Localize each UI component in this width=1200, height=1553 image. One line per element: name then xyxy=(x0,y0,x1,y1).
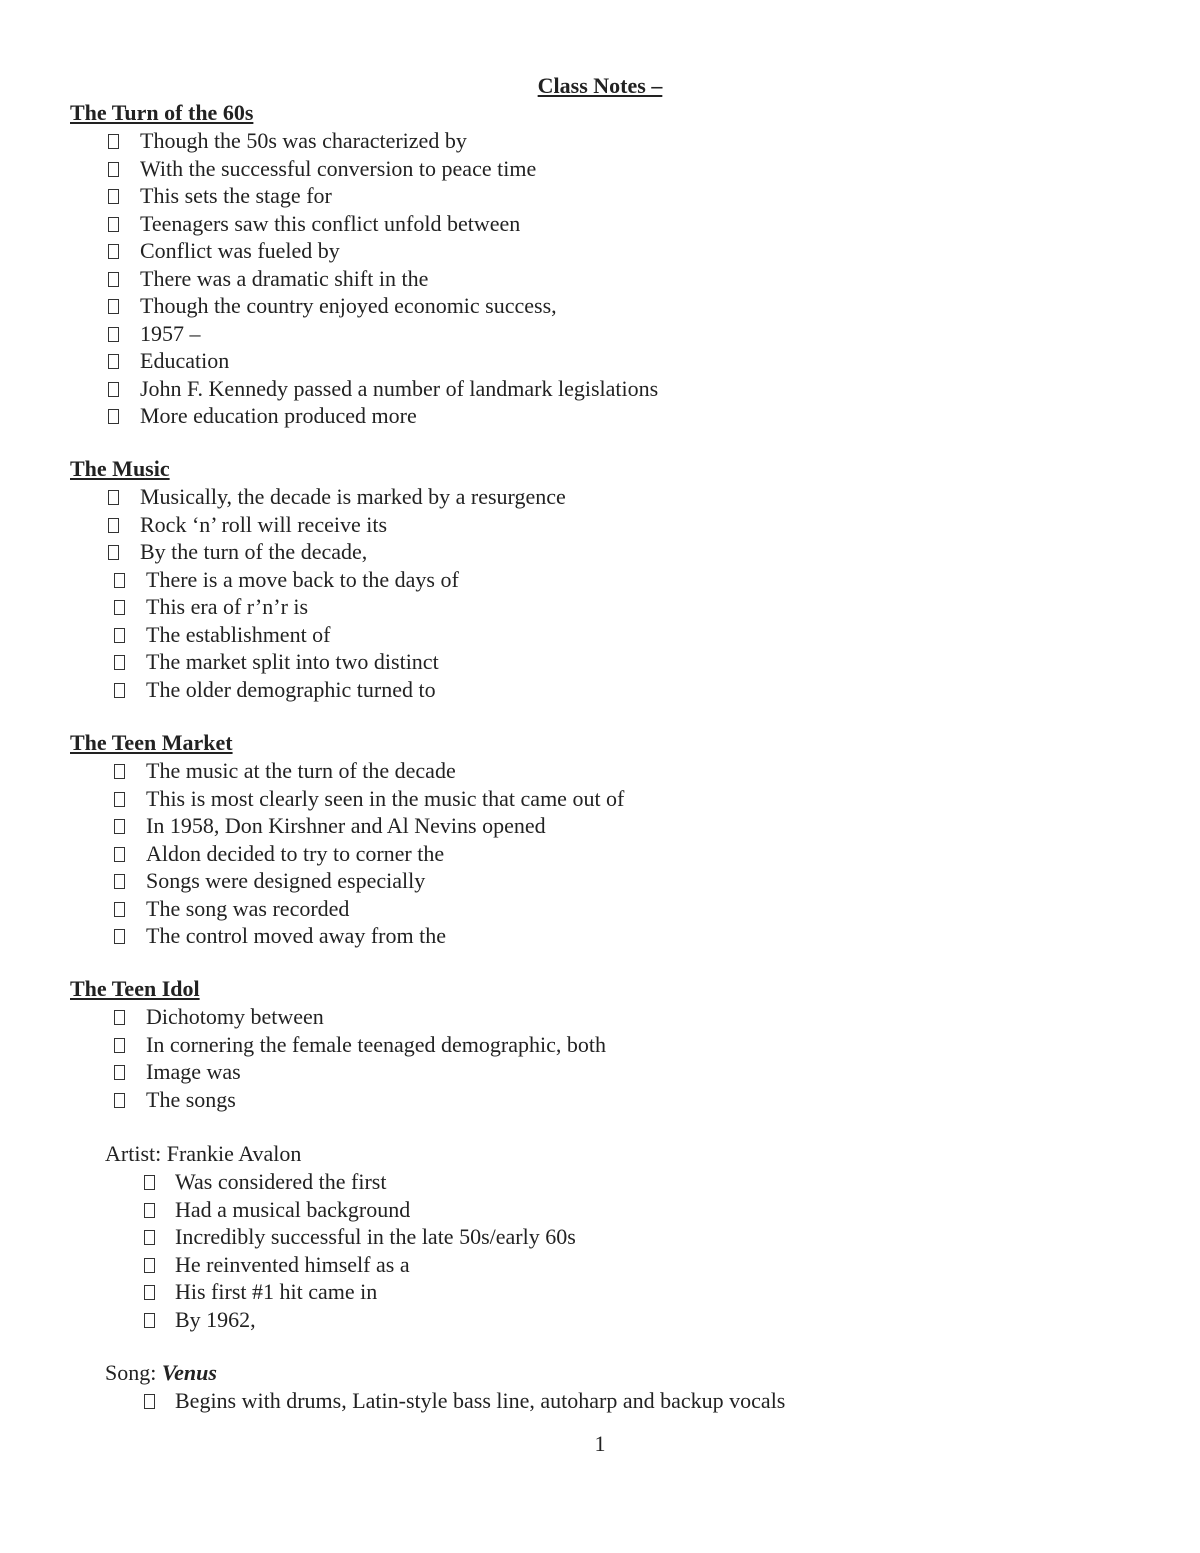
list-item: Dichotomy between xyxy=(70,1003,1130,1031)
list-item: Image was xyxy=(70,1058,1130,1086)
checkbox-bullet-icon xyxy=(144,1313,155,1328)
checkbox-bullet-icon xyxy=(108,382,119,397)
section-heading: The Teen Market xyxy=(70,730,233,755)
bullet-list xyxy=(70,566,1130,704)
checkbox-bullet-icon xyxy=(114,683,125,698)
list-item: The older demographic turned to xyxy=(70,676,1130,704)
checkbox-bullet-icon xyxy=(114,573,125,588)
song-title: Venus xyxy=(161,1360,217,1385)
list-item: His first #1 hit came in xyxy=(70,1278,1130,1306)
song-label: Song: Venus xyxy=(105,1360,217,1385)
checkbox-bullet-icon xyxy=(114,764,125,779)
list-item: Though the 50s was characterized by xyxy=(70,127,1130,155)
checkbox-bullet-icon xyxy=(108,134,119,149)
checkbox-bullet-icon xyxy=(114,902,125,917)
list-item: Teenagers saw this conflict unfold between xyxy=(70,210,1130,238)
list-item: Education xyxy=(70,347,1130,375)
list-item: This era of r’n’r is xyxy=(70,593,1130,621)
artist-label: Artist: Frankie Avalon xyxy=(105,1141,302,1166)
list-item: There was a dramatic shift in the xyxy=(70,265,1130,293)
list-item: Songs were designed especially xyxy=(70,867,1130,895)
bullet-list xyxy=(70,1168,1130,1333)
list-item: 1957 – xyxy=(70,320,1130,348)
page-number: 1 xyxy=(594,1431,606,1456)
list-item: This sets the stage for xyxy=(70,182,1130,210)
section-teen-market xyxy=(70,729,1130,950)
list-item: More education produced more xyxy=(70,402,1130,430)
bullet-list xyxy=(70,1003,1130,1113)
checkbox-bullet-icon xyxy=(108,545,119,560)
list-item: The song was recorded xyxy=(70,895,1130,923)
checkbox-bullet-icon xyxy=(114,1065,125,1080)
bullet-list xyxy=(70,1387,1130,1415)
checkbox-bullet-icon xyxy=(108,189,119,204)
bullet-list xyxy=(70,127,1130,430)
list-item: Though the country enjoyed economic success, xyxy=(70,292,1130,320)
list-item: Had a musical background xyxy=(70,1196,1130,1224)
checkbox-bullet-icon xyxy=(108,217,119,232)
list-item: Musically, the decade is marked by a resurgence xyxy=(70,483,1130,511)
checkbox-bullet-icon xyxy=(114,819,125,834)
checkbox-bullet-icon xyxy=(114,792,125,807)
list-item: He reinvented himself as a xyxy=(70,1251,1130,1279)
list-item: Rock ‘n’ roll will receive its xyxy=(70,511,1130,539)
checkbox-bullet-icon xyxy=(108,162,119,177)
list-item: The market split into two distinct xyxy=(70,648,1130,676)
checkbox-bullet-icon xyxy=(108,490,119,505)
checkbox-bullet-icon xyxy=(114,628,125,643)
list-item: The establishment of xyxy=(70,621,1130,649)
checkbox-bullet-icon xyxy=(114,1038,125,1053)
checkbox-bullet-icon xyxy=(108,272,119,287)
list-item: Was considered the first xyxy=(70,1168,1130,1196)
list-item: This is most clearly seen in the music that came out of xyxy=(70,785,1130,813)
section-heading: The Turn of the 60s xyxy=(70,100,254,125)
checkbox-bullet-icon xyxy=(108,518,119,533)
list-item: In 1958, Don Kirshner and Al Nevins opened xyxy=(70,812,1130,840)
list-item: With the successful conversion to peace time xyxy=(70,155,1130,183)
list-item: Incredibly successful in the late 50s/early 60s xyxy=(70,1223,1130,1251)
list-item: Aldon decided to try to corner the xyxy=(70,840,1130,868)
checkbox-bullet-icon xyxy=(114,874,125,889)
list-item: The music at the turn of the decade xyxy=(70,757,1130,785)
list-item: Begins with drums, Latin-style bass line, autoharp and backup vocals xyxy=(70,1387,1130,1415)
list-item: The control moved away from the xyxy=(70,922,1130,950)
checkbox-bullet-icon xyxy=(108,299,119,314)
checkbox-bullet-icon xyxy=(108,244,119,259)
list-item: By the turn of the decade, xyxy=(70,538,1130,566)
checkbox-bullet-icon xyxy=(144,1175,155,1190)
checkbox-bullet-icon xyxy=(144,1258,155,1273)
checkbox-bullet-icon xyxy=(114,655,125,670)
section-turn-of-60s xyxy=(70,99,1130,430)
bullet-list xyxy=(70,757,1130,950)
section-heading: The Teen Idol xyxy=(70,976,200,1001)
list-item: By 1962, xyxy=(70,1306,1130,1334)
checkbox-bullet-icon xyxy=(114,1093,125,1108)
checkbox-bullet-icon xyxy=(108,409,119,424)
checkbox-bullet-icon xyxy=(144,1394,155,1409)
checkbox-bullet-icon xyxy=(144,1230,155,1245)
list-item: There is a move back to the days of xyxy=(70,566,1130,594)
list-item: Conflict was fueled by xyxy=(70,237,1130,265)
section-music xyxy=(70,455,1130,703)
checkbox-bullet-icon xyxy=(114,847,125,862)
checkbox-bullet-icon xyxy=(114,1010,125,1025)
section-teen-idol xyxy=(70,975,1130,1415)
checkbox-bullet-icon xyxy=(144,1285,155,1300)
bullet-list xyxy=(70,483,1130,566)
checkbox-bullet-icon xyxy=(108,354,119,369)
checkbox-bullet-icon xyxy=(114,929,125,944)
list-item: The songs xyxy=(70,1086,1130,1114)
checkbox-bullet-icon xyxy=(114,600,125,615)
checkbox-bullet-icon xyxy=(144,1203,155,1218)
checkbox-bullet-icon xyxy=(108,327,119,342)
list-item: John F. Kennedy passed a number of landmark legislations xyxy=(70,375,1130,403)
list-item: In cornering the female teenaged demographic, both xyxy=(70,1031,1130,1059)
section-heading: The Music xyxy=(70,456,170,481)
page-title: Class Notes – xyxy=(537,73,663,98)
